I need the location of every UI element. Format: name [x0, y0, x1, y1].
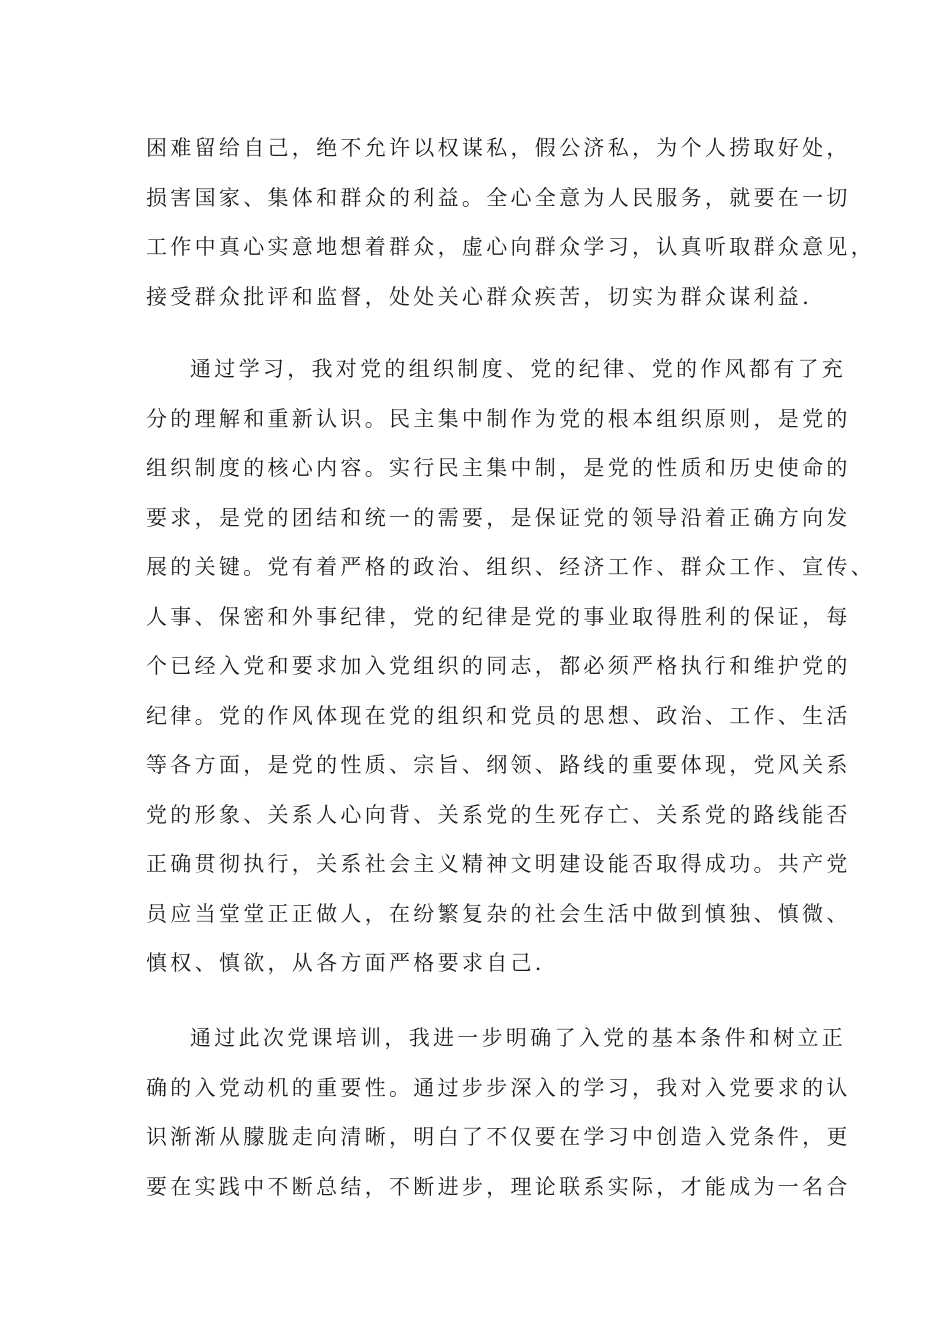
paragraph-line: 等各方面，是党的性质、宗旨、纲领、路线的重要体现，党风关系: [146, 753, 851, 777]
paragraph-line: 识渐渐从朦胧走向清晰，明白了不仅要在学习中创造入党条件，更: [146, 1125, 851, 1149]
paragraph-line: 工作中真心实意地想着群众，虚心向群众学习，认真听取群众意见，: [146, 235, 875, 259]
paragraph-line: 要在实践中不断总结，不断进步，理论联系实际，才能成为一名合: [146, 1174, 851, 1199]
paragraph-line: 分的理解和重新认识。民主集中制作为党的根本组织原则，是党的: [146, 406, 851, 431]
paragraph-line: 纪律。党的作风体现在党的组织和党员的思想、政治、工作、生活: [146, 703, 851, 728]
paragraph-line: 损害国家、集体和群众的利益。全心全意为人民服务，就要在一切: [146, 185, 851, 210]
paragraph-line: 党的形象、关系人心向背、关系党的生死存亡、关系党的路线能否: [146, 802, 851, 827]
paragraph-line: 组织制度的核心内容。实行民主集中制，是党的性质和历史使命的: [146, 456, 851, 480]
paragraph-line: 确的入党动机的重要性。通过步步深入的学习，我对入党要求的认: [146, 1075, 851, 1100]
paragraph-line: 接受群众批评和监督，处处关心群众疾苦，切实为群众谋利益.: [146, 284, 813, 309]
paragraph-2: [146, 345, 875, 989]
paragraph-line: 人事、保密和外事纪律，党的纪律是党的事业取得胜利的保证，每: [146, 604, 851, 629]
paragraph-1: [146, 124, 875, 322]
paragraph-line: 要求，是党的团结和统一的需要，是保证党的领导沿着正确方向发: [146, 505, 851, 530]
paragraph-line: 通过此次党课培训，我进一步明确了入党的基本条件和树立正: [190, 1026, 847, 1050]
paragraph-line: 个已经入党和要求加入党组织的同志，都必须严格执行和维护党的: [146, 654, 851, 678]
paragraph-line: 困难留给自己，绝不允许以权谋私，假公济私，为个人捞取好处，: [146, 136, 851, 160]
paragraph-3: [146, 1014, 851, 1212]
paragraph-line: 员应当堂堂正正做人，在纷繁复杂的社会生活中做到慎独、慎微、: [146, 901, 851, 926]
paragraph-line: 展的关键。党有着严格的政治、组织、经济工作、群众工作、宣传、: [146, 555, 875, 579]
paragraph-line: 慎权、慎欲，从各方面严格要求自己.: [146, 951, 545, 975]
paragraph-line: 正确贯彻执行，关系社会主义精神文明建设能否取得成功。共产党: [146, 852, 851, 876]
paragraph-line: 通过学习，我对党的组织制度、党的纪律、党的作风都有了充: [190, 357, 847, 381]
